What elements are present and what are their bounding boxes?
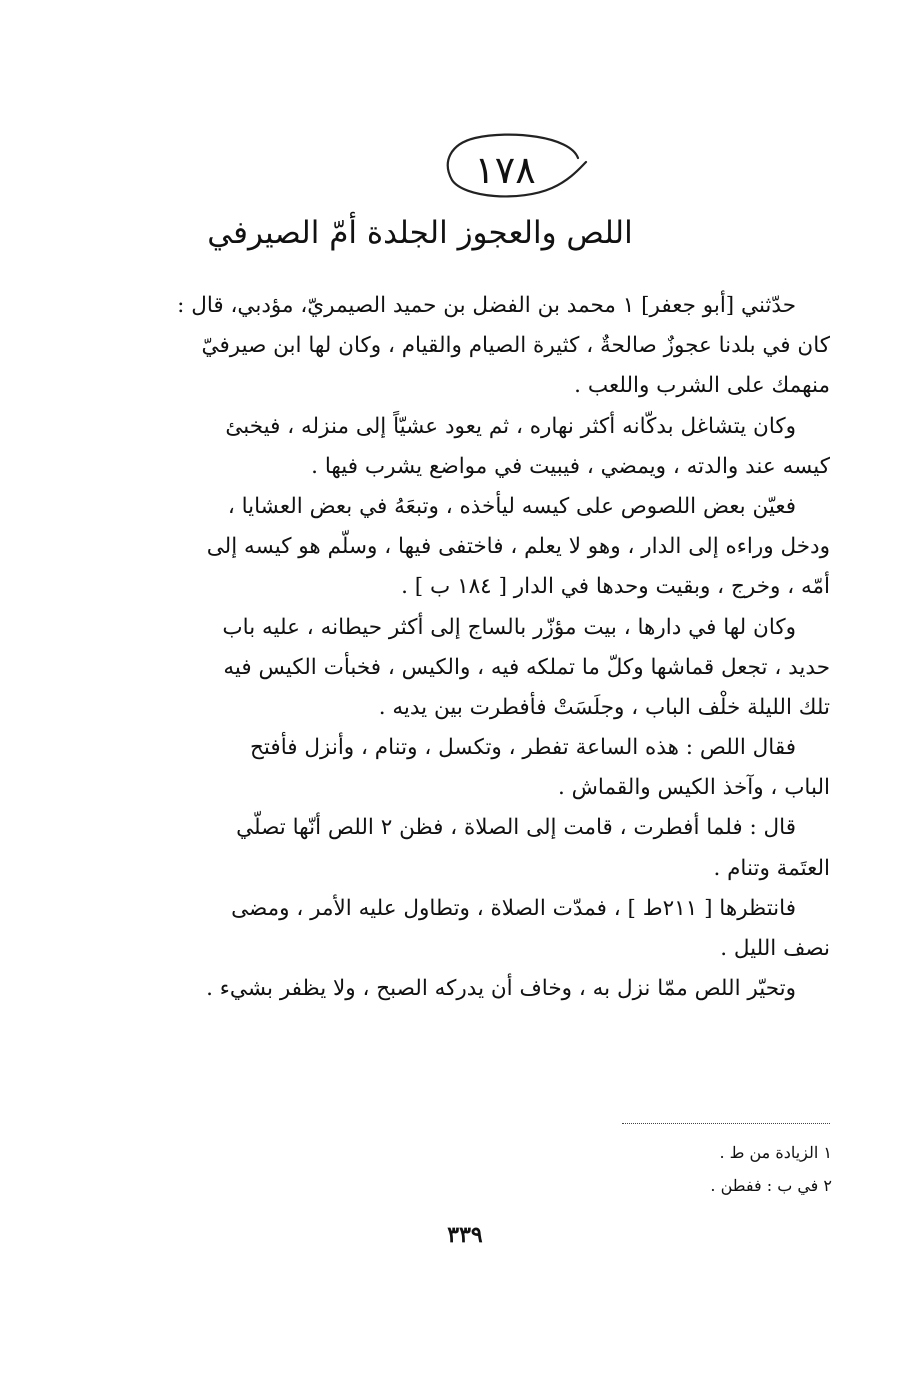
body-line: نصف الليل . [720, 936, 830, 961]
footnote-divider [622, 1123, 830, 1124]
body-line: منهمك على الشرب واللعب . [574, 373, 830, 399]
body-line: وكان لها في دارها ، بيت مؤزّر بالساج إلى أكثر حيطانه ، عليه باب [222, 614, 796, 640]
story-body [150, 286, 830, 1009]
footnote-item: ٢ في ب : ففطن . [710, 1176, 832, 1195]
story-number: ١٧٨ [474, 148, 536, 192]
body-line: وكان يتشاغل بدكّانه أكثر نهاره ، ثم يعود عشيّاً إلى منزله ، فيخبئ [225, 413, 796, 439]
body-line: فانتظرها [ ٢١١ط ] ، فمدّت الصلاة ، وتطاول عليه الأمر ، ومضى [231, 895, 796, 921]
story-title: اللص والعجوز الجلدة أمّ الصيرفي [207, 215, 633, 251]
body-line: فقال اللص : هذه الساعة تفطر ، وتكسل ، وتنام ، وأنزل فأفتح [250, 735, 796, 761]
page-number: ٣٣٩ [447, 1222, 483, 1248]
body-line: قال : فلما أفطرت ، قامت إلى الصلاة ، فظن ٢ اللص أنّها تصلّي [236, 815, 796, 841]
body-line: حدّثني [أبو جعفر] ١ محمد بن الفضل بن حميد الصيمريّ، مؤدبي، قال : [177, 293, 796, 318]
body-line: الباب ، وآخذ الكيس والقماش . [558, 775, 830, 801]
body-line: العتَمة وتنام . [713, 855, 830, 881]
body-line: كان في بلدنا عجوزٌ صالحةٌ ، كثيرة الصيام والقيام ، وكان لها ابن صيرفيّ [201, 333, 830, 359]
footnote-item: ١ الزيادة من ط . [719, 1143, 832, 1162]
body-line: كيسه عند والدته ، ويمضي ، فيبيت في مواضع يشرب فيها . [311, 453, 830, 479]
body-line: وتحيّر اللص ممّا نزل به ، وخاف أن يدركه الصبح ، ولا يظفر بشيء . [206, 976, 796, 1002]
body-line: فعيّن بعض اللصوص على كيسه ليأخذه ، وتبعَهُ في بعض العشايا ، [227, 493, 796, 519]
body-line: أمّه ، وخرج ، وبقيت وحدها في الدار [ ١٨٤ ب ] . [401, 574, 830, 600]
story-number-badge [440, 128, 590, 218]
body-line: تلك الليلة خلْف الباب ، وجلَسَتْ فأفطرت بين يديه . [378, 694, 830, 720]
body-line: ودخل وراءه إلى الدار ، وهو لا يعلم ، فاختفى فيها ، وسلّم هو كيسه إلى [206, 534, 830, 560]
body-line: حديد ، تجعل قماشها وكلّ ما تملكه فيه ، والكيس ، فخبأت الكيس فيه [223, 654, 830, 680]
footnotes [560, 1136, 832, 1202]
